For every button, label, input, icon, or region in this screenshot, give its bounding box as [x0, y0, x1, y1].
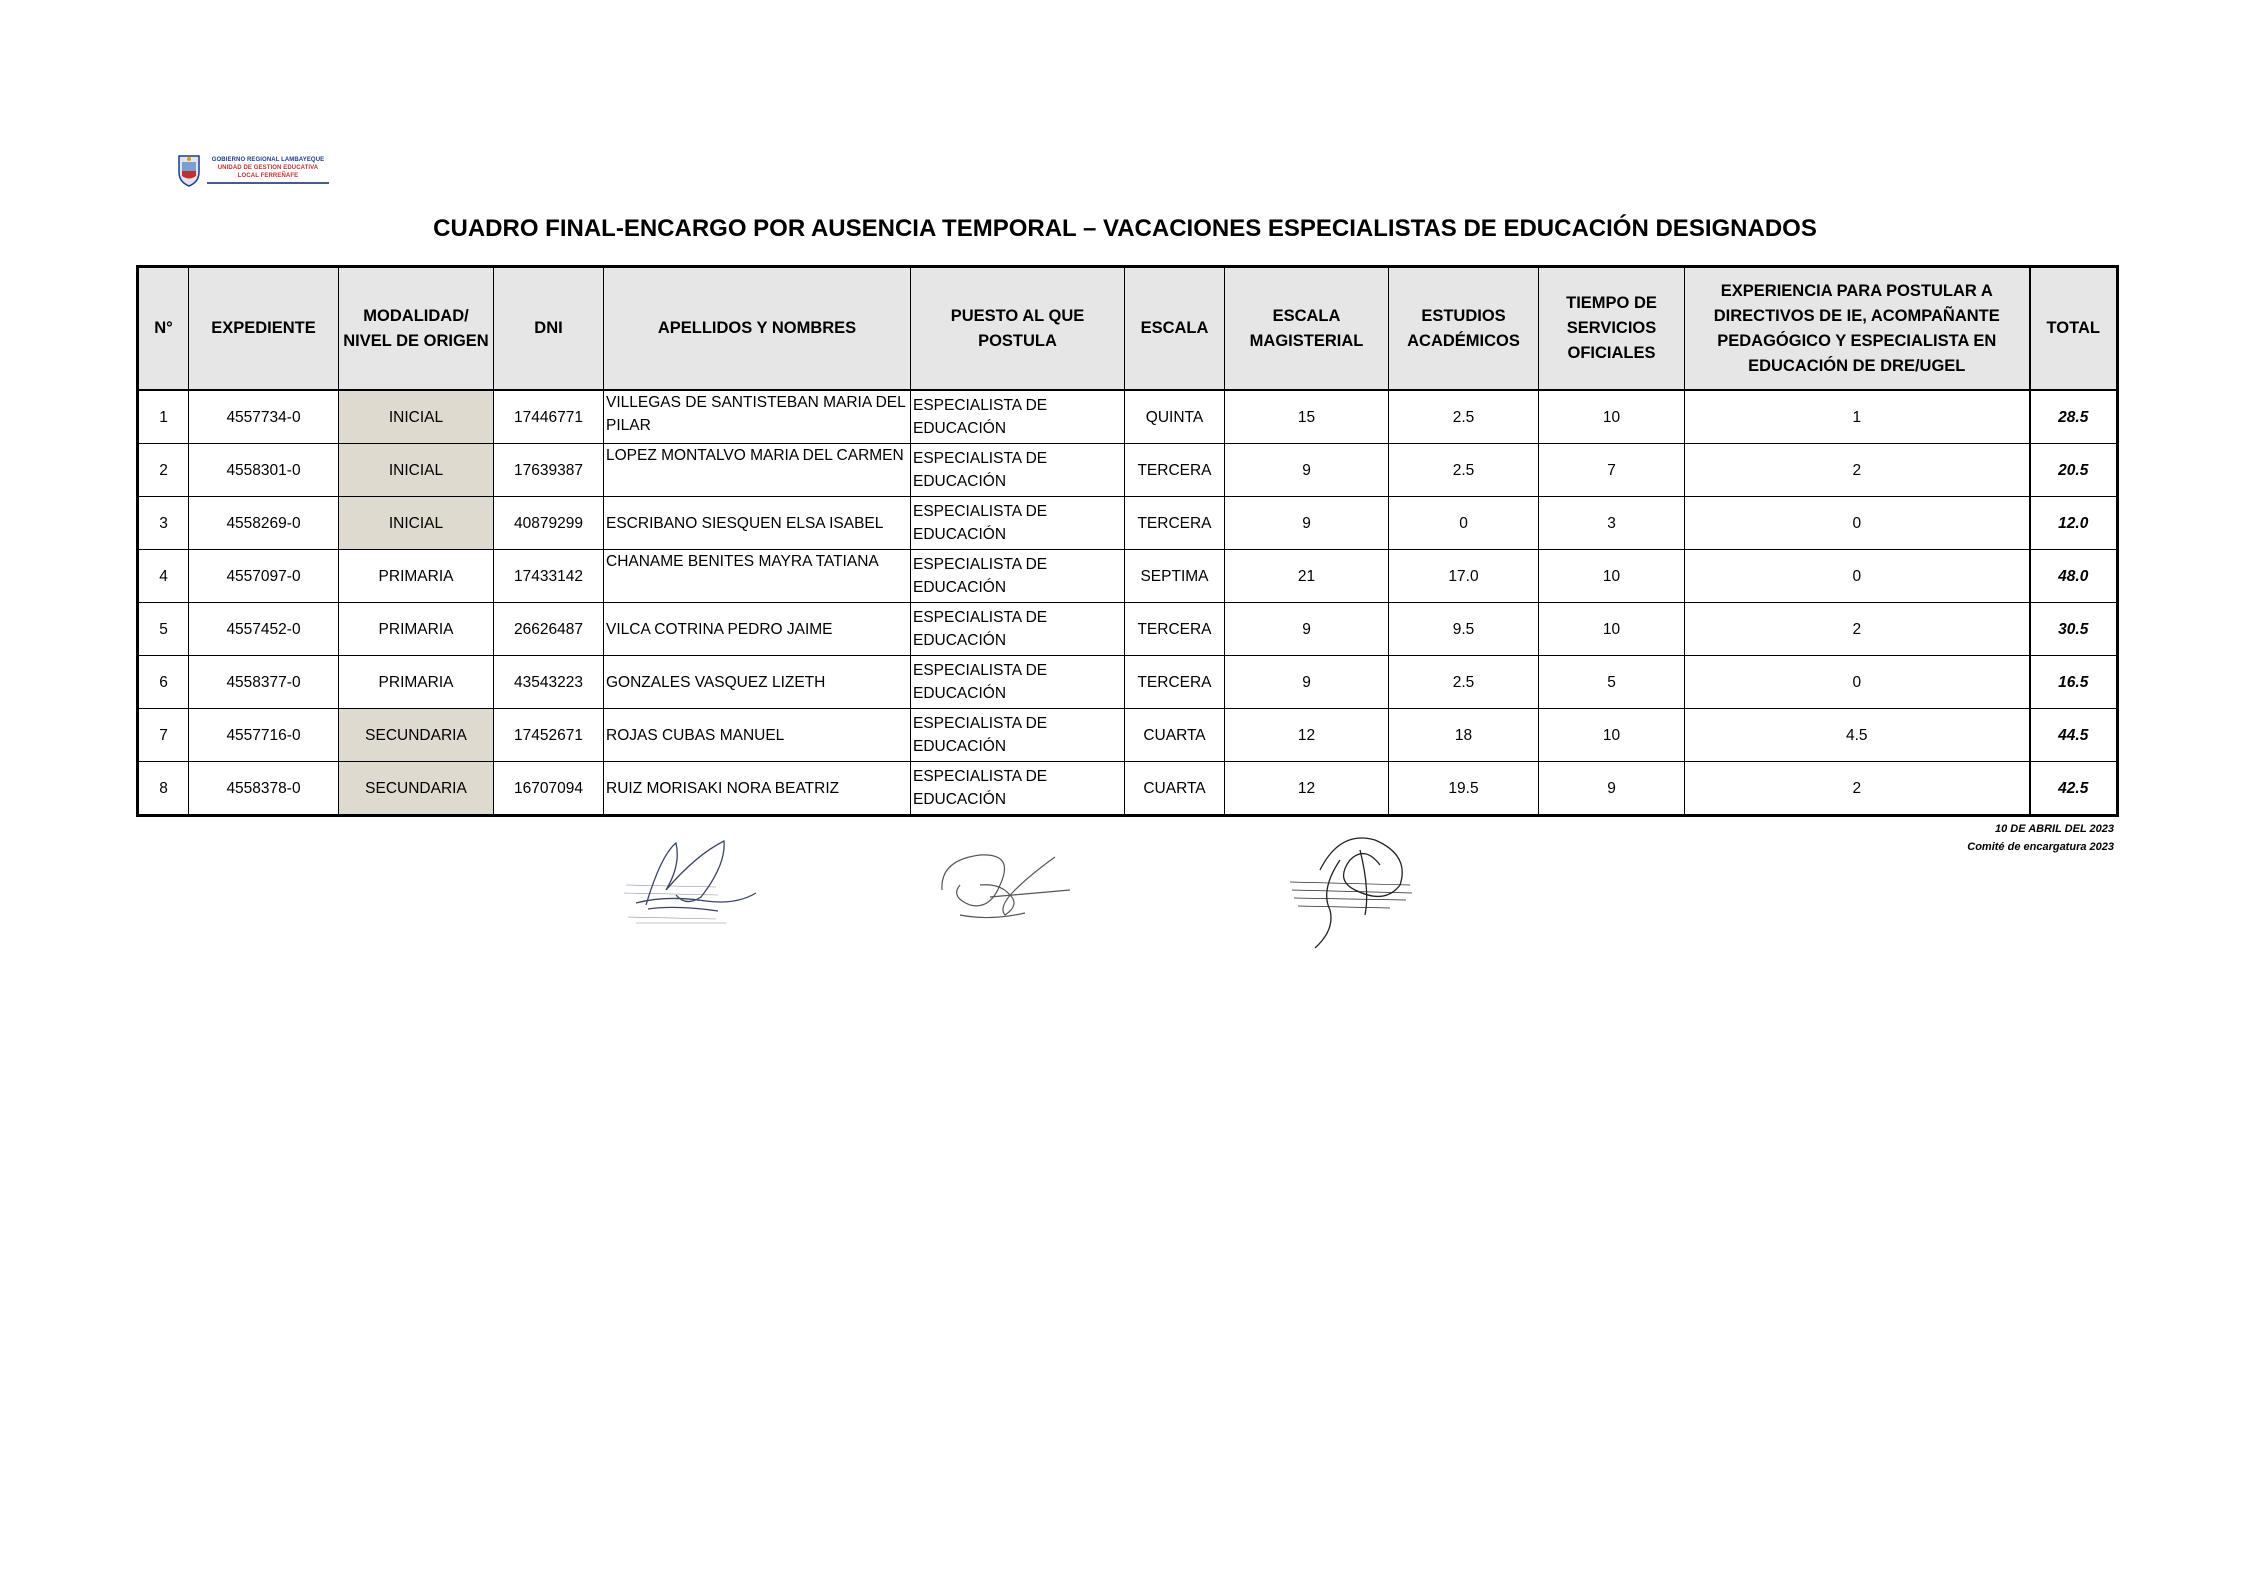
cell-experiencia: 0	[1685, 497, 2030, 550]
cell-puesto: ESPECIALISTA DE EDUCACIÓN	[911, 762, 1125, 816]
cell-modalidad: INICIAL	[339, 390, 494, 444]
cell-nombres: GONZALES VASQUEZ LIZETH	[604, 656, 911, 709]
cell-tiempo: 3	[1539, 497, 1685, 550]
header-tiempo: TIEMPO DE SERVICIOS OFICIALES	[1539, 267, 1685, 391]
cell-nombres: RUIZ MORISAKI NORA BEATRIZ	[604, 762, 911, 816]
cell-modalidad: PRIMARIA	[339, 656, 494, 709]
cell-n: 8	[138, 762, 189, 816]
header-estudios: ESTUDIOS ACADÉMICOS	[1389, 267, 1539, 391]
cell-n: 1	[138, 390, 189, 444]
header-expediente: EXPEDIENTE	[189, 267, 339, 391]
cell-dni: 26626487	[494, 603, 604, 656]
cell-estudios: 18	[1389, 709, 1539, 762]
cell-dni: 43543223	[494, 656, 604, 709]
cell-dni: 17639387	[494, 444, 604, 497]
cell-tiempo: 10	[1539, 390, 1685, 444]
table-row	[138, 709, 2118, 762]
cell-experiencia: 0	[1685, 550, 2030, 603]
cell-escala-magisterial: 21	[1225, 550, 1389, 603]
cell-experiencia: 2	[1685, 762, 2030, 816]
cell-escala: TERCERA	[1125, 603, 1225, 656]
cell-escala: QUINTA	[1125, 390, 1225, 444]
cell-total: 16.5	[2030, 656, 2118, 709]
header-nombres: APELLIDOS Y NOMBRES	[604, 267, 911, 391]
cell-expediente: 4558378-0	[189, 762, 339, 816]
cell-expediente: 4557097-0	[189, 550, 339, 603]
cell-escala: TERCERA	[1125, 497, 1225, 550]
cell-experiencia: 1	[1685, 390, 2030, 444]
cell-dni: 17452671	[494, 709, 604, 762]
cell-estudios: 2.5	[1389, 390, 1539, 444]
cell-nombres: ESCRIBANO SIESQUEN ELSA ISABEL	[604, 497, 911, 550]
cell-n: 3	[138, 497, 189, 550]
header-escala: ESCALA	[1125, 267, 1225, 391]
cell-estudios: 0	[1389, 497, 1539, 550]
cell-expediente: 4558269-0	[189, 497, 339, 550]
cell-nombres: ROJAS CUBAS MANUEL	[604, 709, 911, 762]
document-date: 10 DE ABRIL DEL 2023	[1994, 823, 2114, 835]
cell-estudios: 2.5	[1389, 444, 1539, 497]
cell-estudios: 17.0	[1389, 550, 1539, 603]
cell-modalidad: INICIAL	[339, 497, 494, 550]
coat-of-arms-icon	[176, 152, 202, 188]
cell-tiempo: 10	[1539, 709, 1685, 762]
cell-escala: SEPTIMA	[1125, 550, 1225, 603]
header-experiencia: EXPERIENCIA PARA POSTULAR A DIRECTIVOS DE IE, ACOMPAÑANTE PEDAGÓGICO Y ESPECIALISTA EN EDUCACIÓN DE DRE/UGEL	[1685, 267, 2030, 391]
table-row	[138, 497, 2118, 550]
cell-escala-magisterial: 9	[1225, 656, 1389, 709]
header-modalidad: MODALIDAD/ NIVEL DE ORIGEN	[339, 267, 494, 391]
cell-modalidad: SECUNDARIA	[339, 762, 494, 816]
cell-n: 6	[138, 656, 189, 709]
cell-tiempo: 10	[1539, 550, 1685, 603]
institution-logo	[176, 148, 332, 192]
cell-estudios: 19.5	[1389, 762, 1539, 816]
logo-text	[207, 156, 329, 184]
cell-tiempo: 5	[1539, 656, 1685, 709]
cell-puesto: ESPECIALISTA DE EDUCACIÓN	[911, 497, 1125, 550]
table-row	[138, 603, 2118, 656]
cell-puesto: ESPECIALISTA DE EDUCACIÓN	[911, 390, 1125, 444]
cell-expediente: 4557716-0	[189, 709, 339, 762]
cell-expediente: 4558301-0	[189, 444, 339, 497]
cell-total: 48.0	[2030, 550, 2118, 603]
cell-n: 2	[138, 444, 189, 497]
table-row	[138, 762, 2118, 816]
cell-modalidad: PRIMARIA	[339, 603, 494, 656]
table-row	[138, 390, 2118, 444]
cell-escala: TERCERA	[1125, 656, 1225, 709]
cell-puesto: ESPECIALISTA DE EDUCACIÓN	[911, 656, 1125, 709]
logo-line-3: LOCAL FERREÑAFE	[237, 173, 299, 179]
cell-experiencia: 4.5	[1685, 709, 2030, 762]
cell-n: 4	[138, 550, 189, 603]
cell-total: 42.5	[2030, 762, 2118, 816]
logo-line-2: UNIDAD DE GESTION EDUCATIVA	[217, 165, 319, 171]
cell-tiempo: 7	[1539, 444, 1685, 497]
cell-escala: CUARTA	[1125, 709, 1225, 762]
header-escala-magisterial: ESCALA MAGISTERIAL	[1225, 267, 1389, 391]
cell-puesto: ESPECIALISTA DE EDUCACIÓN	[911, 444, 1125, 497]
cell-nombres: LOPEZ MONTALVO MARIA DEL CARMEN	[604, 444, 911, 497]
cell-nombres: VILLEGAS DE SANTISTEBAN MARIA DEL PILAR	[604, 390, 911, 444]
cell-expediente: 4558377-0	[189, 656, 339, 709]
cell-dni: 40879299	[494, 497, 604, 550]
table-row	[138, 444, 2118, 497]
cell-expediente: 4557734-0	[189, 390, 339, 444]
cell-nombres: VILCA COTRINA PEDRO JAIME	[604, 603, 911, 656]
table-header-row	[138, 267, 2118, 391]
cell-expediente: 4557452-0	[189, 603, 339, 656]
committee-label: Comité de encargatura 2023	[1967, 841, 2114, 853]
document-title: CUADRO FINAL-ENCARGO POR AUSENCIA TEMPORAL – VACACIONES ESPECIALISTAS DE EDUCACIÓN DESIGNADOS	[433, 215, 1817, 242]
cell-nombres: CHANAME BENITES MAYRA TATIANA	[604, 550, 911, 603]
cell-total: 30.5	[2030, 603, 2118, 656]
header-puesto: PUESTO AL QUE POSTULA	[911, 267, 1125, 391]
table-row	[138, 656, 2118, 709]
cell-escala-magisterial: 9	[1225, 497, 1389, 550]
cell-total: 28.5	[2030, 390, 2118, 444]
cell-experiencia: 2	[1685, 603, 2030, 656]
cell-dni: 16707094	[494, 762, 604, 816]
cell-escala-magisterial: 15	[1225, 390, 1389, 444]
logo-line-1: GOBIERNO REGIONAL LAMBAYEQUE	[211, 157, 325, 163]
cell-escala-magisterial: 12	[1225, 709, 1389, 762]
signature-2	[930, 835, 1080, 930]
cell-escala: TERCERA	[1125, 444, 1225, 497]
cell-modalidad: INICIAL	[339, 444, 494, 497]
cell-tiempo: 10	[1539, 603, 1685, 656]
results-table	[136, 265, 2119, 817]
cell-puesto: ESPECIALISTA DE EDUCACIÓN	[911, 709, 1125, 762]
cell-n: 7	[138, 709, 189, 762]
signature-3	[1280, 830, 1430, 950]
cell-experiencia: 0	[1685, 656, 2030, 709]
cell-escala-magisterial: 9	[1225, 444, 1389, 497]
cell-estudios: 9.5	[1389, 603, 1539, 656]
cell-dni: 17433142	[494, 550, 604, 603]
cell-escala: CUARTA	[1125, 762, 1225, 816]
signature-1	[606, 835, 766, 925]
cell-puesto: ESPECIALISTA DE EDUCACIÓN	[911, 603, 1125, 656]
cell-modalidad: SECUNDARIA	[339, 709, 494, 762]
table-row	[138, 550, 2118, 603]
cell-escala-magisterial: 9	[1225, 603, 1389, 656]
cell-estudios: 2.5	[1389, 656, 1539, 709]
cell-modalidad: PRIMARIA	[339, 550, 494, 603]
cell-total: 44.5	[2030, 709, 2118, 762]
cell-total: 12.0	[2030, 497, 2118, 550]
header-n: N°	[138, 267, 189, 391]
header-dni: DNI	[494, 267, 604, 391]
header-total: TOTAL	[2030, 267, 2118, 391]
cell-puesto: ESPECIALISTA DE EDUCACIÓN	[911, 550, 1125, 603]
cell-escala-magisterial: 12	[1225, 762, 1389, 816]
cell-total: 20.5	[2030, 444, 2118, 497]
cell-dni: 17446771	[494, 390, 604, 444]
cell-n: 5	[138, 603, 189, 656]
cell-experiencia: 2	[1685, 444, 2030, 497]
cell-tiempo: 9	[1539, 762, 1685, 816]
